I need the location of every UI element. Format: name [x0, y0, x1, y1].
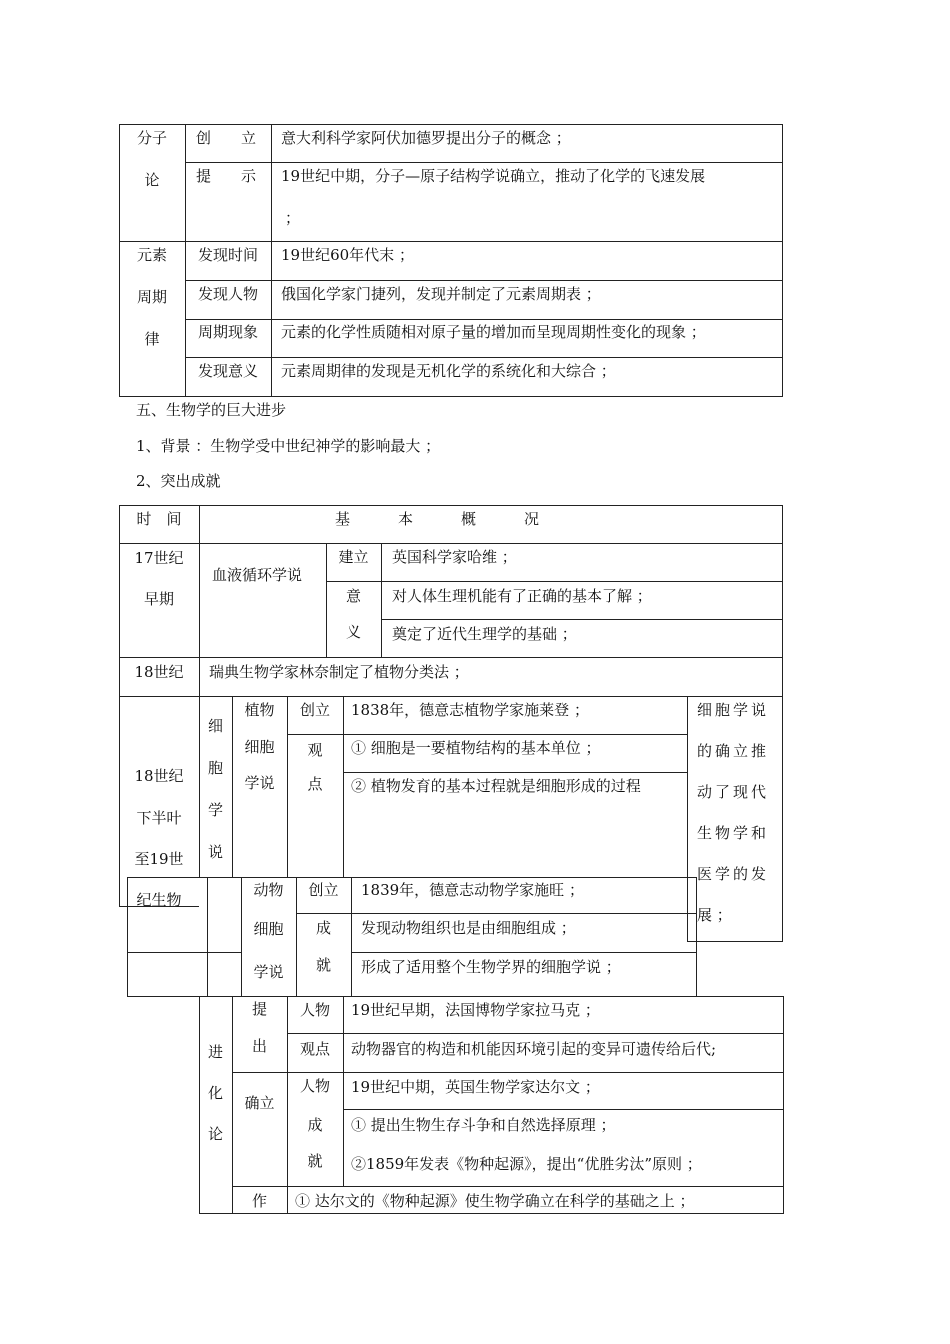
divider — [185, 280, 783, 281]
row-label: 律 — [144, 330, 160, 348]
divider — [185, 162, 783, 163]
header-time: 时 间 — [136, 510, 182, 528]
sub-label: 出 — [251, 1037, 267, 1055]
divider — [343, 1109, 783, 1110]
divider — [296, 913, 697, 914]
time-label: 18世纪 — [134, 767, 184, 785]
cell-text: 19世纪早期，法国博物学家拉马克 ； — [351, 1001, 600, 1019]
cell-label: 创立 — [308, 881, 339, 899]
vertical-label-char: 细 — [207, 717, 223, 735]
divider — [185, 357, 783, 358]
divider — [343, 772, 687, 773]
cell-text: 1838年，德意志植物学家施莱登 ； — [351, 701, 589, 719]
cell-text: 19世纪中期，分子—原子结构学说确立，推动了化学的飞速发展 — [281, 167, 706, 185]
divider — [351, 877, 352, 997]
cell-label: 义 — [345, 623, 361, 641]
divider — [199, 996, 200, 1214]
divider — [343, 996, 344, 1186]
cell-text: ① 达尔文的《物种起源》使生物学确立在科学的基础之上 ； — [295, 1192, 695, 1210]
cell-text: 英国科学家哈维 ； — [392, 548, 517, 566]
cell-text: 19世纪中期，英国生物学家达尔文 ； — [351, 1078, 600, 1096]
section-heading: 五、生物学的巨大进步 — [136, 401, 287, 419]
cell-label: 意 — [345, 587, 361, 605]
cell-label: 观点 — [299, 1040, 330, 1058]
sub-label: 植物 — [244, 701, 275, 719]
row-label: 元素 — [136, 246, 167, 264]
time-label: 至19世 — [134, 850, 184, 868]
sub-label: 提 — [251, 1000, 267, 1018]
cell-text: 19世纪60年代末 ； — [281, 246, 414, 264]
divider — [199, 543, 200, 658]
sub-label: 学说 — [244, 774, 275, 792]
cell-label: 发现时间 — [197, 246, 258, 264]
cell-label: 发现意义 — [197, 362, 258, 380]
divider — [351, 952, 697, 953]
cell-label: 就 — [307, 1152, 323, 1170]
divider — [119, 241, 783, 242]
divider — [343, 696, 344, 878]
cell-label: 提 示 — [196, 167, 257, 185]
divider — [381, 543, 382, 658]
time-label: 纪生物 — [136, 891, 182, 909]
row-label: 分子 — [136, 129, 167, 147]
cell-text: 元素周期律的发现是无机化学的系统化和大综合 ； — [281, 362, 616, 380]
cell-text: 瑞典生物学家林奈制定了植物分类法 ； — [209, 663, 469, 681]
cell-label: 就 — [315, 956, 331, 974]
cell-text: ②1859年发表《物种起源》，提出“优胜劣汰”原则 ； — [351, 1155, 702, 1173]
vertical-label-char: 化 — [207, 1084, 223, 1102]
cell-label: 建立 — [338, 548, 369, 566]
cell-text: 对人体生理机能有了正确的基本了解 ； — [392, 587, 652, 605]
cell-text: 形成了适用整个生物学界的细胞学说 ； — [361, 958, 621, 976]
cell-text: 意大利科学家阿伏加德罗提出分子的概念 ； — [281, 129, 571, 147]
cell-label: 观 — [307, 741, 323, 759]
time-label: 早期 — [143, 590, 174, 608]
divider — [381, 619, 783, 620]
sub-label: 动物 — [253, 881, 284, 899]
cell-label: 点 — [307, 775, 323, 793]
cell-label: 创立 — [299, 701, 330, 719]
time-label: 18世纪 — [134, 663, 184, 681]
row-label: 论 — [144, 171, 160, 189]
vertical-label-char: 进 — [207, 1043, 223, 1061]
cell-text: 奠定了近代生理学的基础 ； — [392, 625, 577, 643]
paragraph: 2、突出成就 — [136, 472, 221, 490]
topic-label: 血液循环学说 — [212, 566, 303, 584]
divider — [232, 1186, 783, 1187]
sub-label: 细胞 — [244, 738, 275, 756]
divider — [127, 952, 241, 953]
cell-text: 元素的化学性质随相对原子量的增加而呈现周期性变化的现象 ； — [281, 323, 706, 341]
divider — [119, 696, 120, 907]
cell-text: 发现动物组织也是由细胞组成 ； — [361, 919, 576, 937]
header-overview: 基 本 概 况 — [335, 510, 546, 528]
divider — [783, 996, 784, 1214]
sub-label: 作 — [251, 1192, 267, 1210]
cell-label: 人物 — [299, 1001, 330, 1019]
divider — [287, 996, 288, 1214]
vertical-label-char: 说 — [207, 843, 223, 861]
vertical-label-char: 学 — [207, 801, 223, 819]
time-label: 17世纪 — [134, 549, 184, 567]
cell-label: 成 — [315, 919, 331, 937]
side-note-line: 展 ； — [697, 906, 732, 924]
cell-text: 动物器官的构造和机能因环境引起的变异可遗传给后代; — [351, 1040, 717, 1058]
paragraph: 1、背景 ：生物学受中世纪神学的影响最大 ； — [136, 437, 441, 455]
cell-text: ① 细胞是一要植物结构的基本单位 ； — [351, 739, 601, 757]
divider — [185, 319, 783, 320]
cell-label: 发现人物 — [197, 285, 258, 303]
row-label: 周期 — [136, 288, 167, 306]
side-note-line: 医学的发 — [697, 865, 770, 883]
sub-label: 确立 — [244, 1094, 275, 1112]
sub-label: 学说 — [253, 963, 284, 981]
side-note-line: 生物学和 — [697, 824, 770, 842]
side-note-line: 的确立推 — [697, 742, 770, 760]
sub-label: 细胞 — [253, 920, 284, 938]
cell-label: 周期现象 — [197, 323, 258, 341]
cell-label: 创 立 — [196, 129, 257, 147]
divider — [199, 657, 200, 697]
divider — [287, 1033, 783, 1034]
time-label: 下半叶 — [136, 809, 182, 827]
cell-text: 1839年，德意志动物学家施旺 ； — [361, 881, 584, 899]
divider — [199, 696, 687, 697]
cell-text: ② 植物发育的基本过程就是细胞形成的过程 — [351, 777, 641, 795]
vertical-label-char: 胞 — [207, 759, 223, 777]
side-note-line: 动了现代 — [697, 783, 770, 801]
cell-text: 俄国化学家门捷列，发现并制定了元素周期表 ； — [281, 285, 601, 303]
divider — [326, 581, 783, 582]
cell-text: ① 提出生物生存斗争和自然选择原理 ； — [351, 1116, 616, 1134]
side-note-line: 细胞学说 — [697, 701, 770, 719]
cell-label: 成 — [307, 1116, 323, 1134]
divider — [287, 734, 687, 735]
divider — [207, 877, 208, 997]
cell-text: ； — [285, 209, 301, 227]
divider — [232, 1072, 783, 1073]
divider — [199, 505, 200, 544]
cell-label: 人物 — [299, 1077, 330, 1095]
vertical-label-char: 论 — [207, 1125, 223, 1143]
